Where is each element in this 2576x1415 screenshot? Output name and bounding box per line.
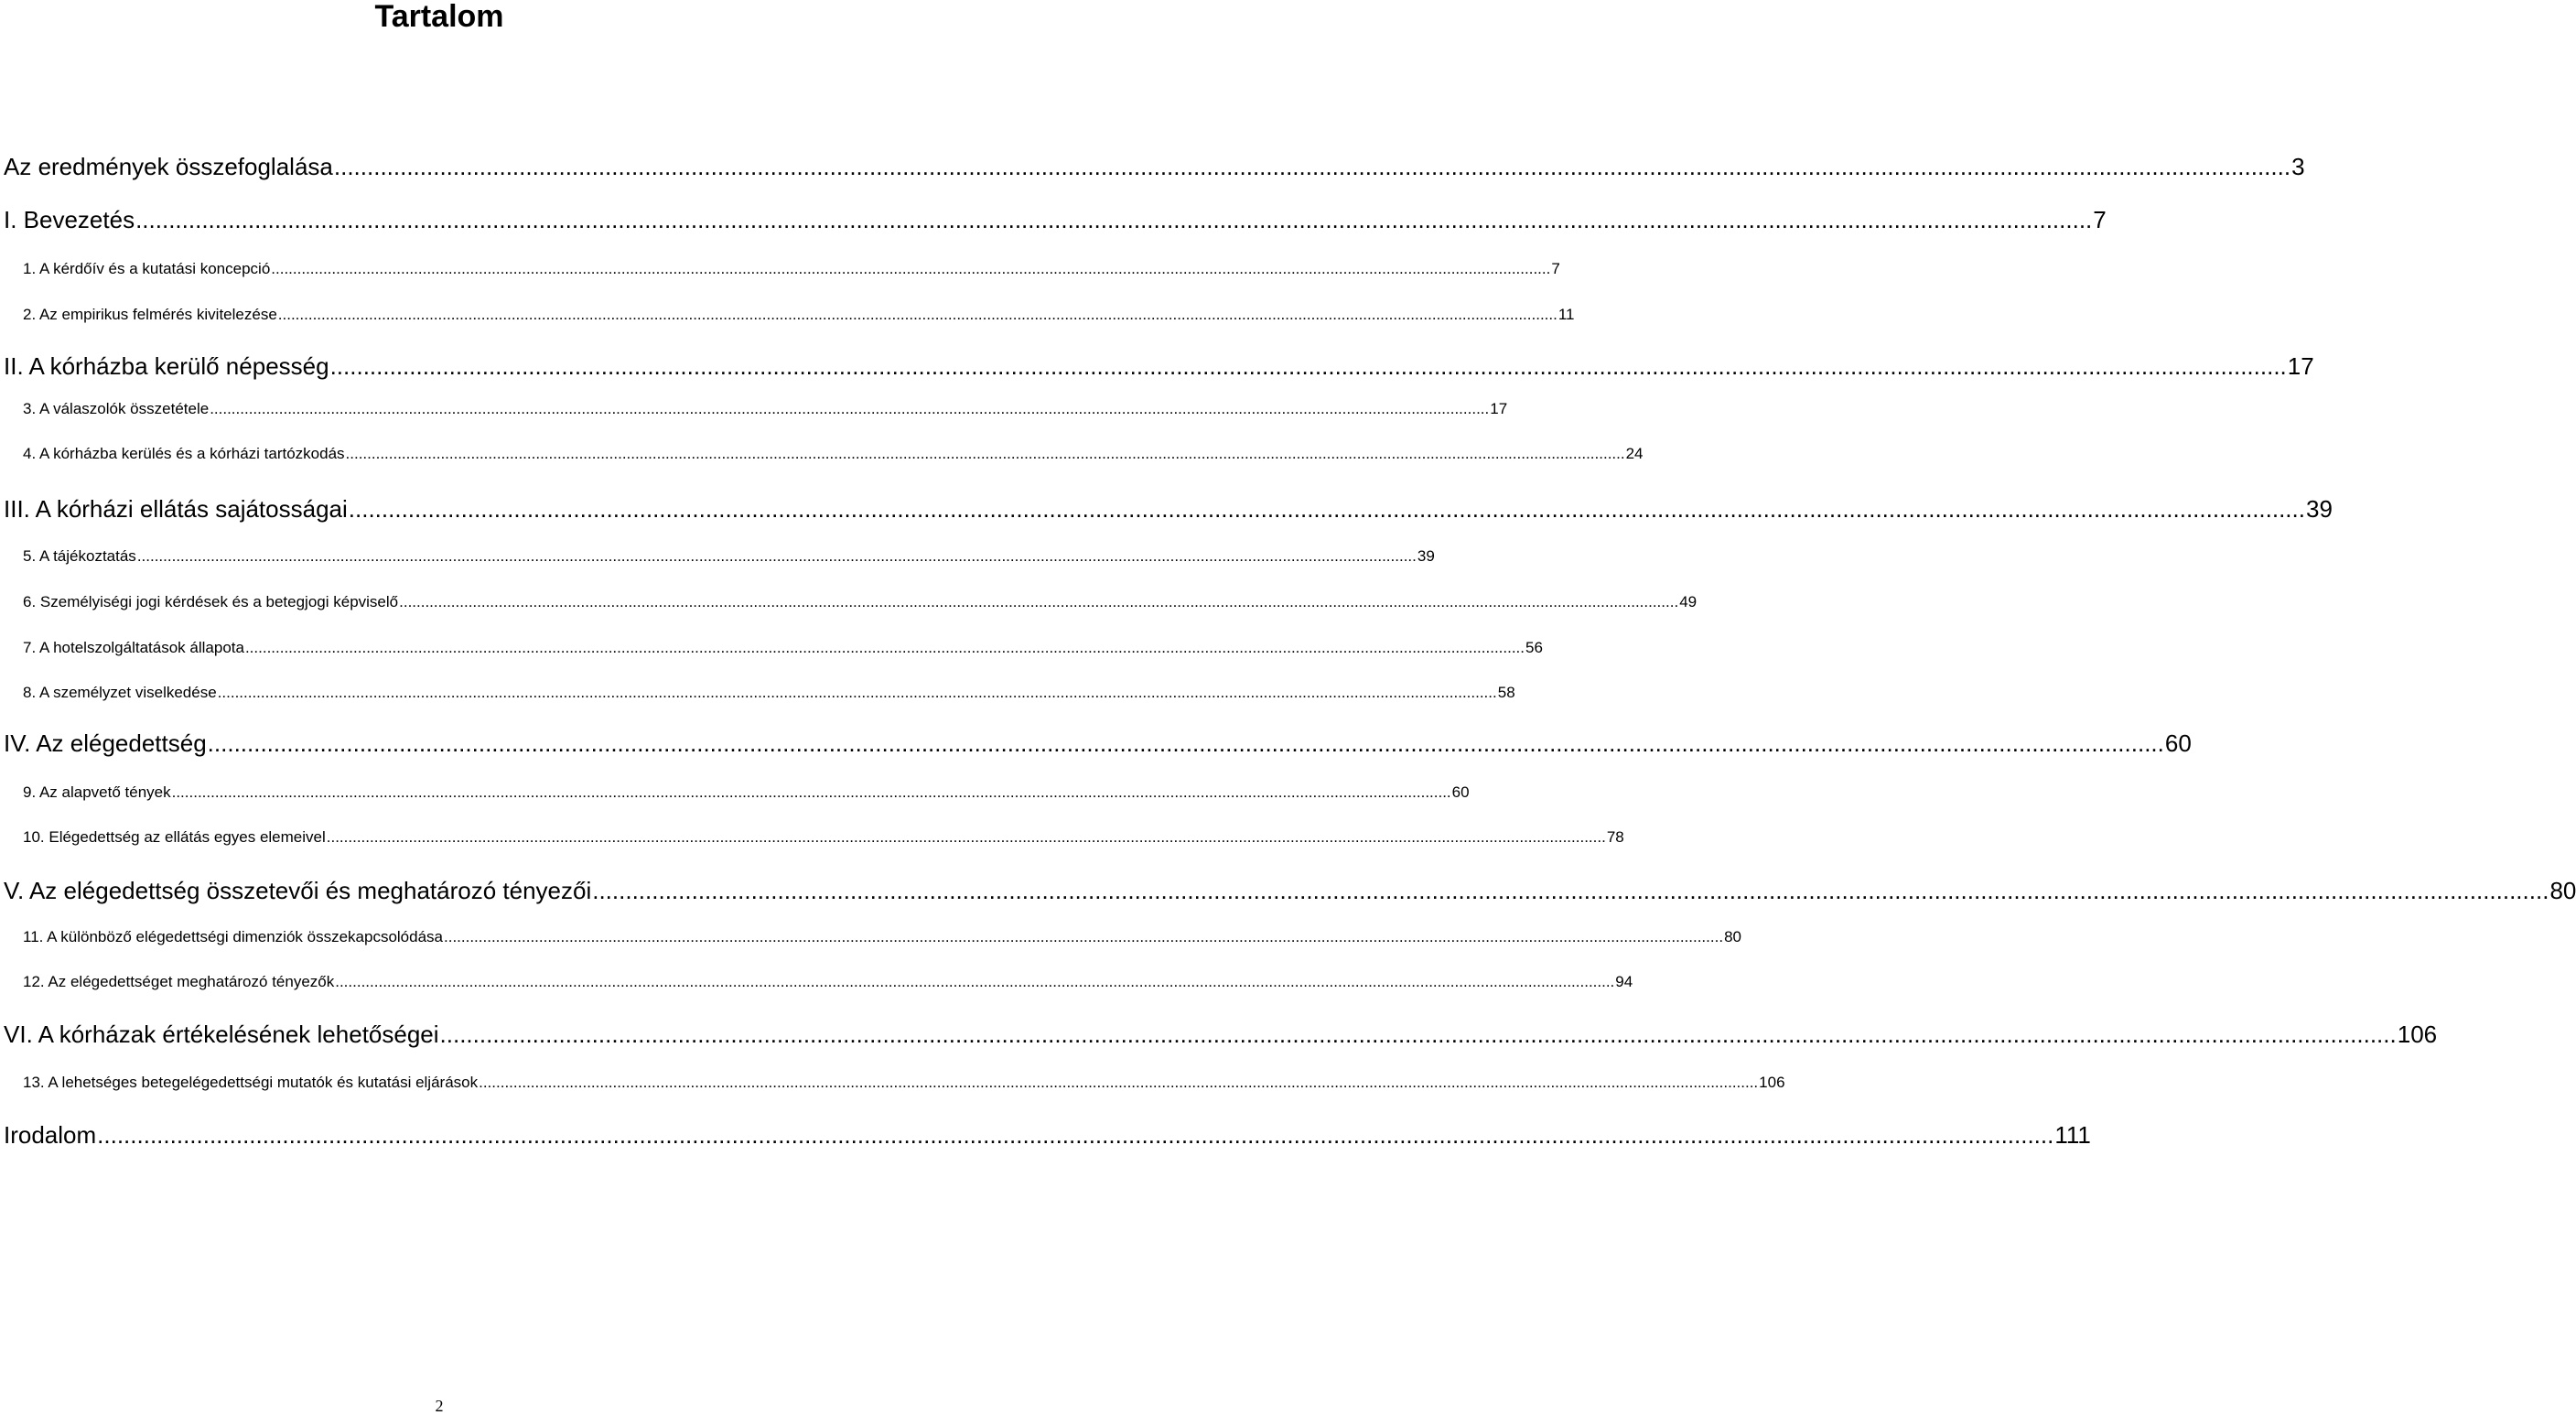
dot-leader: ........................................................................................................................................................................................................................................................................................................ <box>345 445 1625 462</box>
toc-entry-page: 56 <box>1525 639 1543 656</box>
toc-entry-page: 58 <box>1497 684 1515 701</box>
toc-section-entry[interactable] <box>23 638 1543 658</box>
dot-leader: ........................................................................................................................................................................................................................................................................................................ <box>277 306 1557 323</box>
toc-entry-label: 1. A kérdőív és a kutatási koncepció <box>23 260 271 277</box>
toc-entry-label: 5. A tájékoztatás <box>23 547 136 565</box>
toc-section-entry[interactable] <box>23 927 1741 947</box>
toc-entry-label: II. A kórházba kerülő népesség <box>4 352 329 380</box>
dot-leader: ........................................................................................................................................................................................................................................................................................................ <box>399 593 1679 610</box>
dot-leader: ........................................................................................................................................................................................................................................................................................................ <box>329 352 2287 380</box>
toc-entry-label: 13. A lehetséges betegelégedettségi mutatók és kutatási eljárások <box>23 1074 479 1091</box>
toc-entry-label: 7. A hotelszolgáltatások állapota <box>23 639 244 656</box>
dot-leader: ........................................................................................................................................................................................................................................................................................................ <box>326 828 1606 846</box>
toc-entry-page: 17 <box>1490 400 1508 417</box>
dot-leader: ........................................................................................................................................................................................................................................................................................................ <box>479 1074 1759 1091</box>
toc-entry-page: 80 <box>1724 928 1741 945</box>
toc-entry-page: 11 <box>1557 306 1575 323</box>
page-title: Tartalom <box>374 0 504 34</box>
toc-chapter-entry[interactable] <box>4 152 2305 181</box>
toc-section-entry[interactable] <box>23 972 1633 992</box>
toc-entry-label: 11. A különböző elégedettségi dimenziók összekapcsolódása <box>23 928 443 945</box>
toc-section-entry[interactable] <box>23 444 1644 464</box>
toc-entry-page: 60 <box>1451 783 1470 801</box>
toc-entry-label: 12. Az elégedettséget meghatározó tényezők <box>23 973 335 990</box>
toc-entry-page: 7 <box>2093 206 2107 233</box>
toc-entry-page: 78 <box>1606 828 1624 846</box>
dot-leader: ........................................................................................................................................................................................................................................................................................................ <box>439 1021 2397 1048</box>
toc-chapter-entry[interactable] <box>4 1120 2091 1150</box>
toc-chapter-entry[interactable] <box>4 205 2107 234</box>
toc-section-entry[interactable] <box>23 827 1624 848</box>
toc-entry-label: 8. A személyzet viselkedése <box>23 684 217 701</box>
toc-section-entry[interactable] <box>23 1073 1785 1093</box>
toc-entry-label: 4. A kórházba kerülés és a kórházi tartózkodás <box>23 445 345 462</box>
dot-leader: ........................................................................................................................................................................................................................................................................................................ <box>592 877 2549 904</box>
dot-leader: ........................................................................................................................................................................................................................................................................................................ <box>348 495 2305 523</box>
toc-entry-label: III. A kórházi ellátás sajátosságai <box>4 495 348 523</box>
dot-leader: ........................................................................................................................................................................................................................................................................................................ <box>217 684 1497 701</box>
toc-section-entry[interactable] <box>23 259 1560 279</box>
toc-entry-page: 106 <box>2397 1021 2438 1048</box>
toc-entry-page: 7 <box>1551 260 1560 277</box>
toc-entry-page: 24 <box>1625 445 1644 462</box>
toc-entry-page: 94 <box>1615 973 1633 990</box>
toc-entry-label: 10. Elégedettség az ellátás egyes elemeivel <box>23 828 326 846</box>
toc-section-entry[interactable] <box>23 683 1515 703</box>
toc-section-entry[interactable] <box>23 783 1470 803</box>
toc-section-entry[interactable] <box>23 399 1508 419</box>
toc-chapter-entry[interactable] <box>4 1020 2438 1049</box>
dot-leader: ........................................................................................................................................................................................................................................................................................................ <box>135 206 2093 233</box>
toc-chapter-entry[interactable] <box>4 351 2314 381</box>
toc-entry-label: Irodalom <box>4 1121 97 1149</box>
toc-entry-label: IV. Az elégedettség <box>4 729 207 757</box>
toc-entry-label: Az eredmények összefoglalása <box>4 153 333 180</box>
toc-entry-label: 3. A válaszolók összetétele <box>23 400 210 417</box>
toc-section-entry[interactable] <box>23 592 1698 612</box>
toc-section-entry[interactable] <box>23 546 1435 567</box>
dot-leader: ........................................................................................................................................................................................................................................................................................................ <box>244 639 1525 656</box>
toc-entry-page: 39 <box>2305 495 2333 523</box>
toc-entry-label: VI. A kórházak értékelésének lehetőségei <box>4 1021 439 1048</box>
dot-leader: ........................................................................................................................................................................................................................................................................................................ <box>207 729 2164 757</box>
dot-leader: ........................................................................................................................................................................................................................................................................................................ <box>444 928 1724 945</box>
toc-entry-label: 9. Az alapvető tények <box>23 783 171 801</box>
toc-entry-page: 80 <box>2549 877 2576 904</box>
toc-entry-page: 111 <box>2054 1121 2091 1149</box>
toc-entry-label: I. Bevezetés <box>4 206 135 233</box>
toc-entry-page: 3 <box>2291 153 2305 180</box>
toc-entry-label: 6. Személyiségi jogi kérdések és a betegjogi képviselő <box>23 593 399 610</box>
dot-leader: ........................................................................................................................................................................................................................................................................................................ <box>136 547 1417 565</box>
toc-chapter-entry[interactable] <box>4 876 2576 905</box>
page-number: 2 <box>435 1397 444 1415</box>
dot-leader: ........................................................................................................................................................................................................................................................................................................ <box>271 260 1551 277</box>
dot-leader: ........................................................................................................................................................................................................................................................................................................ <box>97 1121 2054 1149</box>
toc-chapter-entry[interactable] <box>4 729 2192 758</box>
toc-entry-page: 49 <box>1679 593 1698 610</box>
toc-entry-page: 39 <box>1417 547 1435 565</box>
toc-entry-page: 17 <box>2287 352 2314 380</box>
toc-entry-label: 2. Az empirikus felmérés kivitelezése <box>23 306 277 323</box>
toc-entry-page: 60 <box>2164 729 2192 757</box>
toc-entry-label: V. Az elégedettség összetevői és meghatározó tényezői <box>4 877 592 904</box>
toc-section-entry[interactable] <box>23 305 1575 325</box>
dot-leader: ........................................................................................................................................................................................................................................................................................................ <box>333 153 2291 180</box>
dot-leader: ........................................................................................................................................................................................................................................................................................................ <box>171 783 1451 801</box>
dot-leader: ........................................................................................................................................................................................................................................................................................................ <box>210 400 1490 417</box>
dot-leader: ........................................................................................................................................................................................................................................................................................................ <box>335 973 1615 990</box>
toc-chapter-entry[interactable] <box>4 494 2333 524</box>
toc-entry-page: 106 <box>1759 1074 1785 1091</box>
